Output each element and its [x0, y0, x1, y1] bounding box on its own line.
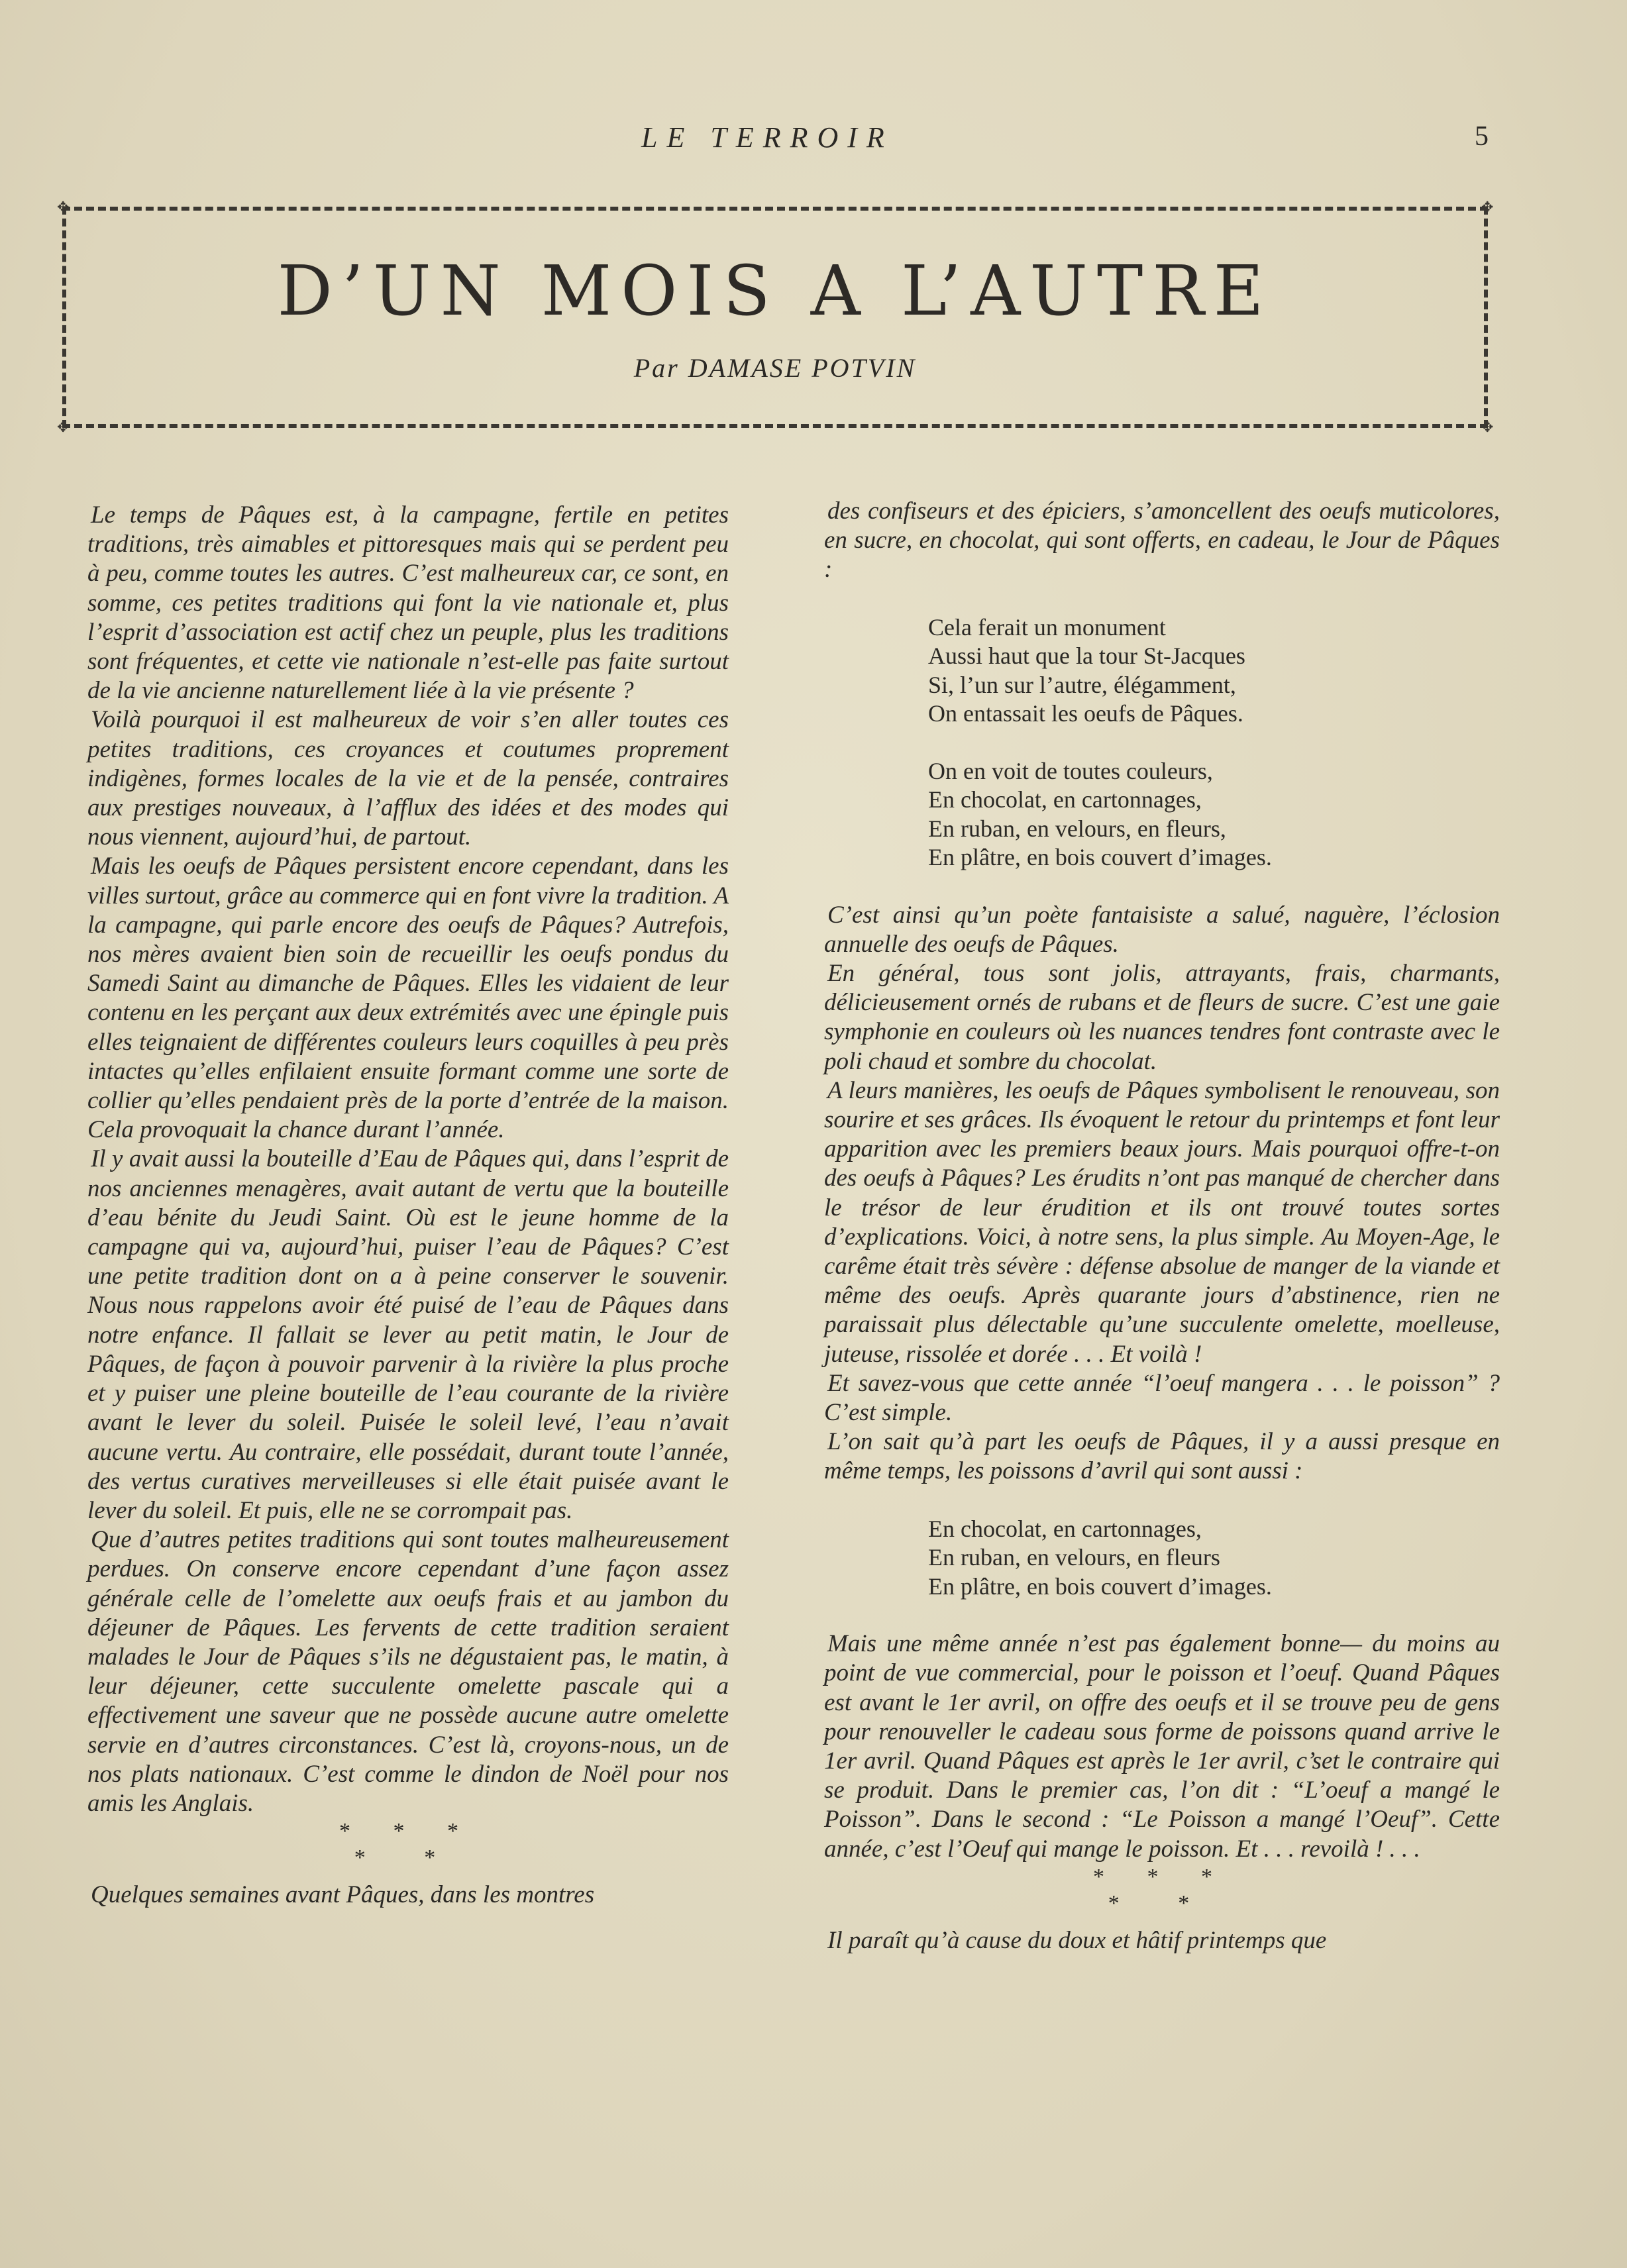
paragraph: Quelques semaines avant Pâques, dans les montres — [91, 1881, 595, 1909]
paragraph: Mais une même année n’est pas également bonne— du moins au point de vue commercial, pour le poisson et l’oeuf. Quand Pâques est avant le 1er avril, on offre des oeufs et il se trouve peu de gens pour renouveller le cadeau sous forme de poissons quand arrive le 1er avril. Quand Pâques est après le 1er avril, c’set le contraire qui se produit. Dans le premier cas, l’on dit : “L’oeuf a mangé le Poisson”. Dans le second : “Le Poisson a mangé l’Oeuf”. Cette année, c’est l’Oeuf qui mange le poisson. Et . . . revoilà ! . . . — [824, 1630, 1500, 1863]
paragraph: des confiseurs et des épiciers, s’amoncellent des oeufs muticolores, en sucre, en chocolat, qui sont offerts, en cadeau, le Jour de Pâques : — [824, 497, 1500, 584]
title-frame — [57, 199, 1494, 435]
article-title: D’UN MOIS A L’AUTRE — [277, 250, 1273, 331]
poem-line: On entassait les oeufs de Pâques. — [928, 700, 1243, 727]
poem-line: En chocolat, en cartonnages, — [928, 786, 1202, 813]
poem-line: Aussi haut que la tour St-Jacques — [928, 643, 1245, 670]
paragraph: A leurs manières, les oeufs de Pâques symbolisent le renouveau, son sourire et ses grâces. Ils évoquent le retour du printemps et font leur apparition avec les premiers beaux jours. Mais pourquoi offre-t-on des oeufs à Pâques? Les érudits n’ont pas manqué de chercher dans le trésor de leur érudition et ils ont trouvé toutes sortes d’explications. Voici, à notre sens, la plus simple. Au Moyen-Age, le carême était très sévère : défense absolue de manger de la viande et même des oeufs. Après quarante jours d’abstinence, rien ne paraissait plus délectable qu’une succulente omelette, moelleuse, juteuse, rissolée et dorée . . . Et voilà ! — [824, 1076, 1500, 1368]
paragraph: Le temps de Pâques est, à la campagne, fertile en petites traditions, très aimables et pittoresques mais qui se perdent peu à peu, comme toutes les autres. C’est malheureux car, ce sont, en somme, ces petites traditions qui font la vie nationale et, plus l’esprit d’association est actif chez un peuple, plus les traditions sont fréquentes, et cette vie nationale n’est-elle pas faite surtout de la vie ancienne naturellement liée à la vie présente ? — [87, 501, 729, 705]
section-break-stars: * * — [354, 1845, 462, 1871]
corner-ornament-icon: ✥ — [1481, 419, 1494, 435]
paragraph: L’on sait qu’à part les oeufs de Pâques, il y a aussi presque en même temps, les poissons d’avril qui sont aussi : — [824, 1428, 1500, 1485]
poem-line: En chocolat, en cartonnages, — [928, 1515, 1202, 1542]
paragraph: Il y avait aussi la bouteille d’Eau de Pâques qui, dans l’esprit de nos anciennes menagères, avait autant de vertu que la bouteille d’eau bénite du Jeudi Saint. Où est le jeune homme de la campagne qui va, aujourd’hui, puiser l’eau de Pâques? C’est une petite tradition dont on a à peine conserver le souvenir. Nous nous rappelons avoir été puisé de l’eau de Pâques dans notre enfance. Il fallait se lever au petit matin, le Jour de Pâques, de façon à pouvoir parvenir à la rivière la plus proche et y puiser une pleine bouteille de l’eau courante de la rivière avant le lever du soleil. Puisée le soleil levé, l’eau n’avait aucune vertu. Au contraire, elle possédait, durant toute l’année, des vertus curatives merveilleuses si elle était puisée avant le lever du soleil. Et puis, elle ne se corrompait pas. — [87, 1145, 729, 1524]
paragraph: Que d’autres petites traditions qui sont toutes malheureusement perdues. On conserve encore cependant d’une façon assez générale celle de l’omelette aux oeufs frais et au jambon du déjeuner de Pâques. Les fervents de cette tradition seraient malades le Jour de Pâques s’ils ne dégustaient pas, le matin, à leur déjeuner, cette succulente omelette pascale qui a effectivement une saveur que ne possède aucune autre omelette servie en d’autres circonstances. C’est là, croyons-nous, un de nos plats nationaux. C’est comme le dindon de Noël pour nos amis les Anglais. — [87, 1526, 729, 1817]
poem-line: Cela ferait un monument — [928, 613, 1166, 641]
paragraph: En général, tous sont jolis, attrayants, frais, charmants, délicieusement ornés de rubans et de fleurs de sucre. C’est une gaie symphonie en couleurs où les nuances tendres font contraste avec le poli chaud et sombre du chocolat. — [824, 960, 1500, 1075]
right-column — [824, 497, 1500, 1955]
paragraph: Voilà pourquoi il est malheureux de voir s’en aller toutes ces petites traditions, ces croyances et coutumes proprement indigènes, formes locales de la vie et de la pensée, contraires aux prestiges nouveaux, à l’afflux des idées et des modes qui nous viennent, aujourd’hui, de partout. — [87, 706, 729, 851]
paragraph: Mais les oeufs de Pâques persistent encore cependant, dans les villes surtout, grâce au commerce qui en font vivre la tradition. A la campagne, qui parle encore des oeufs de Pâques? Autrefois, nos mères avaient bien soin de recueillir les oeufs pondus du Samedi Saint au dimanche de Pâques. Elles les vidaient de leur contenu en les perçant aux deux extrémités avec une épingle puis elles teignaient de différentes couleurs leurs coquilles à peu près intactes qu’elles enfilaient ensuite formant comme une sorte de collier qu’elles pendaient près de la porte d’entrée de la maison. Cela provoquait la chance durant l’année. — [87, 852, 729, 1144]
section-break-stars: * * * — [339, 1819, 477, 1844]
poem-line: On en voit de toutes couleurs, — [928, 757, 1213, 784]
poem-line: Si, l’un sur l’autre, élégamment, — [928, 671, 1236, 698]
paragraph: C’est ainsi qu’un poète fantaisiste a salué, naguère, l’éclosion annuelle des oeufs de Pâques. — [824, 901, 1500, 958]
corner-ornament-icon: ✥ — [1481, 199, 1494, 215]
article-byline: Par DAMASE POTVIN — [633, 353, 917, 383]
section-break-stars: * * * — [1093, 1864, 1231, 1889]
poem-line: En plâtre, en bois couvert d’images. — [928, 844, 1272, 871]
running-title: LE TERROIR — [641, 121, 894, 154]
poem-line: En ruban, en velours, en fleurs, — [928, 815, 1226, 842]
corner-ornament-icon: ✥ — [57, 419, 70, 435]
left-column — [87, 501, 729, 1910]
paragraph: Il paraît qu’à cause du doux et hâtif printemps que — [827, 1926, 1327, 1954]
section-break-stars: * * — [1108, 1890, 1216, 1916]
poem-stanza — [824, 1515, 1500, 1602]
poem-line: En ruban, en velours, en fleurs — [928, 1544, 1220, 1571]
running-header — [0, 121, 1627, 160]
paragraph: Et savez-vous que cette année “l’oeuf mangera . . . le poisson” ? C’est simple. — [824, 1369, 1500, 1427]
poem-stanza — [824, 757, 1500, 872]
page-number: 5 — [1475, 121, 1489, 152]
poem-stanza — [824, 613, 1500, 729]
corner-ornament-icon: ✥ — [57, 199, 70, 215]
poem-line: En plâtre, en bois couvert d’images. — [928, 1572, 1272, 1600]
